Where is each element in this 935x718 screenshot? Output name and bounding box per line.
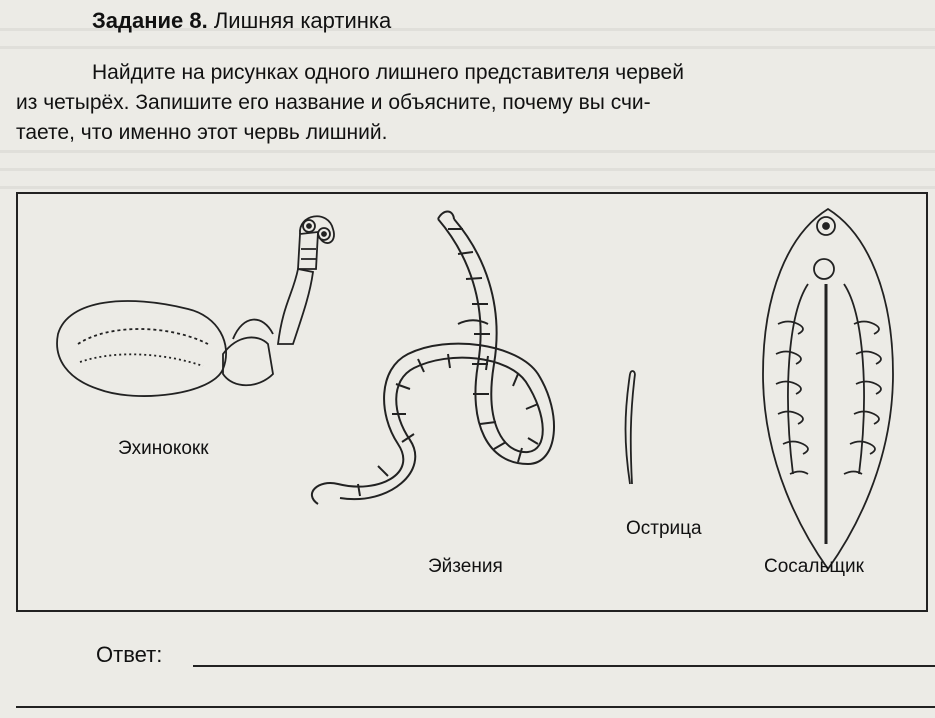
echinococcus-drawing xyxy=(57,216,334,396)
task-text-line-2: из четырёх. Запишите его название и объясните, почему вы счи- xyxy=(16,91,651,114)
worms-illustration xyxy=(18,194,926,610)
worms-figure xyxy=(16,192,928,612)
task-number: Задание 8. xyxy=(92,8,208,33)
caption-eisenia: Эйзения xyxy=(428,556,503,577)
task-text-line-1: Найдите на рисунках одного лишнего представителя червей xyxy=(92,61,684,84)
caption-echinococcus: Эхинококк xyxy=(118,438,209,459)
caption-pinworm: Острица xyxy=(626,518,702,539)
fluke-drawing xyxy=(763,209,893,569)
task-text-line-3: таете, что именно этот червь лишний. xyxy=(16,121,388,144)
eisenia-drawing xyxy=(312,212,554,505)
answer-line-1[interactable] xyxy=(193,665,935,667)
task-title xyxy=(92,8,391,34)
task-name: Лишняя картинка xyxy=(213,8,392,33)
caption-fluke: Сосальщик xyxy=(764,556,864,577)
pinworm-drawing xyxy=(626,371,636,484)
answer-line-2[interactable] xyxy=(16,706,935,708)
task-description xyxy=(16,58,931,148)
answer-label: Ответ: xyxy=(96,642,163,667)
